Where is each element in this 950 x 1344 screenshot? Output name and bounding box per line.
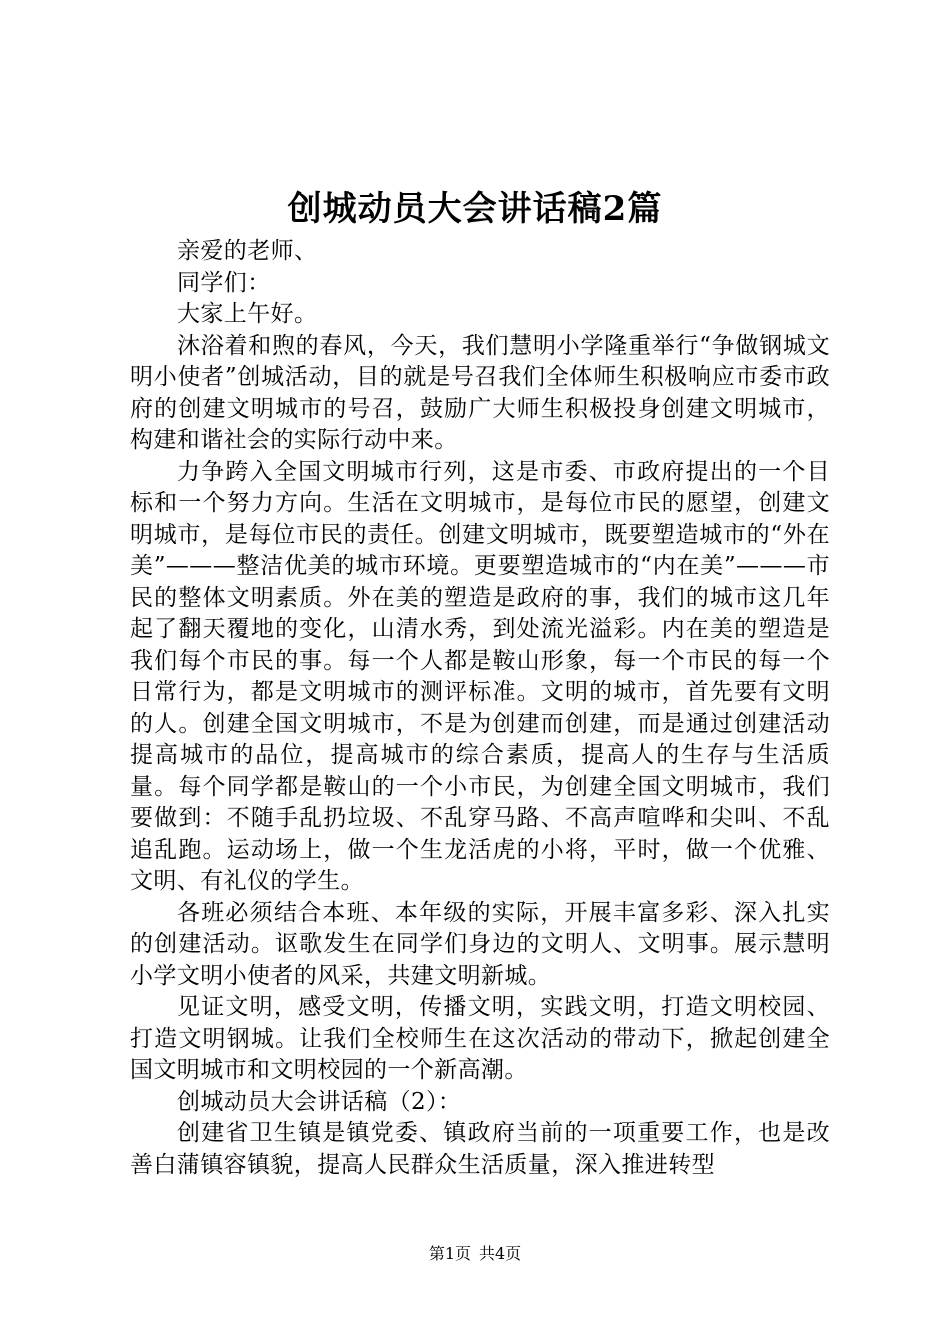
- paragraph-class-activities: 各班必须结合本班、本年级的实际，开展丰富多彩、深入扎实的创建活动。讴歌发生在同学们身边的文明人、文明事。展示慧明小学文明小使者的风采，共建文明新城。: [130, 899, 830, 989]
- paragraph-salutation-students: 同学们：: [177, 269, 271, 296]
- paragraph-greeting: 大家上午好。: [177, 301, 318, 327]
- document-body: [130, 236, 830, 1181]
- page-number: 第1页: [428, 1244, 471, 1263]
- page-total: 共4页: [479, 1244, 522, 1263]
- paragraph-second-speech-heading: 创城动员大会讲话稿（2）：: [177, 1088, 462, 1115]
- paragraph-closing: 见证文明，感受文明，传播文明，实践文明，打造文明校园、打造文明钢城。让我们全校师生在这次活动的带动下，掀起创建全国文明城市和文明校园的一个新高潮。: [130, 994, 830, 1083]
- paragraph-salutation-teachers: 亲爱的老师、: [177, 238, 318, 264]
- paragraph-second-speech-body: 创建省卫生镇是镇党委、镇政府当前的一项重要工作，也是改善白蒲镇容镇貌，提高人民群众生活质量，深入推进转型: [130, 1120, 830, 1178]
- paragraph-intro: 沐浴着和煦的春风，今天，我们慧明小学隆重举行“争做钢城文明小使者”创城活动，目的就是号召我们全体师生积极响应市委市政府的创建文明城市的号召，鼓励广大师生积极投身创建文明城市，构建和谐社会的实际行动中来。: [130, 332, 830, 453]
- document-title: 创城动员大会讲话稿2篇: [287, 189, 663, 229]
- page-footer: [0, 1243, 950, 1265]
- paragraph-main: 力争跨入全国文明城市行列，这是市委、市政府提出的一个目标和一个努力方向。生活在文明城市，是每位市民的愿望，创建文明城市，是每位市民的责任。创建文明城市，既要塑造城市的“外在美”———整洁优美的城市环境。更要塑造城市的“内在美”———市民的整体文明素质。外在美的塑造是政府的事，我们的城市这几年起了翻天覆地的变化，山清水秀，到处流光溢彩。内在美的塑造是我们每个市民的事。每一个人都是鞍山形象，每一个市民的每一个日常行为，都是文明城市的测评标准。文明的城市，首先要有文明的人。创建全国文明城市，不是为创建而创建，而是通过创建活动提高城市的品位，提高城市的综合素质，提高人的生存与生活质量。每个同学都是鞍山的一个小市民，为创建全国文明城市，我们要做到：不随手乱扔垃圾、不乱穿马路、不高声喧哗和尖叫、不乱追乱跑。运动场上，做一个生龙活虎的小将，平时，做一个优雅、文明、有礼仪的学生。: [130, 458, 830, 894]
